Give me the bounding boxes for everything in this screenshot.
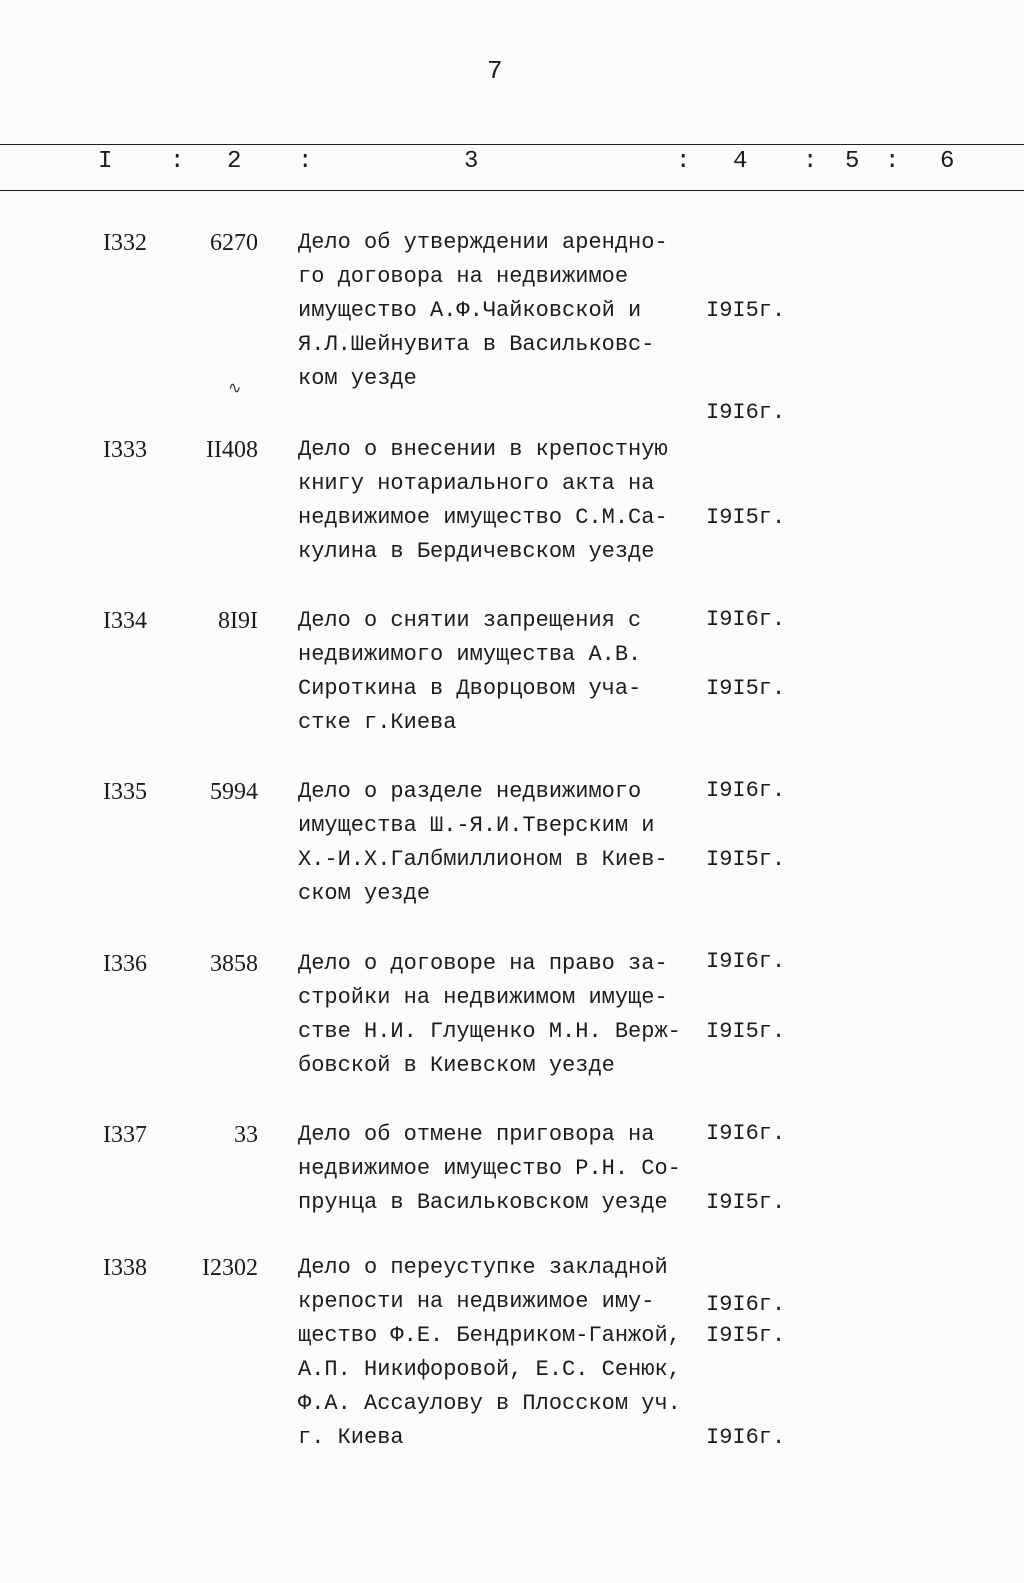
entry-date-end: I9I6г. xyxy=(706,1292,786,1317)
column-header-6: 6 xyxy=(940,148,955,175)
entry-fond-number: 8I9I xyxy=(218,608,258,634)
entry-date-start: I9I5г. xyxy=(706,847,786,872)
column-separator: : xyxy=(676,148,691,175)
entry-date-end: I9I6г. xyxy=(706,400,786,425)
entry-date-end: I9I6г. xyxy=(706,778,786,803)
entry-description: Дело о договоре на право за- стройки на недвижимом имуще- стве Н.И. Глущенко М.Н. Верж- бовской в Киевском уезде xyxy=(298,951,681,1078)
header-rule-top xyxy=(0,144,1024,145)
pen-mark: ∿ xyxy=(228,378,242,397)
page-number: 7 xyxy=(487,56,503,86)
entry-description: Дело о разделе недвижимого имущества Ш.-Я.И.Тверским и Х.-И.Х.Галбмиллионом в Киев- ском уезде xyxy=(298,779,668,906)
entry-number: I334 xyxy=(103,608,147,634)
entry-number: I336 xyxy=(103,951,147,977)
column-header-4: 4 xyxy=(733,148,748,175)
entry-date-end: I9I6г. xyxy=(706,1121,786,1146)
entry-dates xyxy=(706,1251,785,1523)
entry-number: I338 xyxy=(103,1255,147,1281)
entry-date-start: I9I5г. xyxy=(706,1019,786,1044)
entry-date-end: I9I6г. xyxy=(706,949,786,974)
entry-fond-number: II408 xyxy=(206,437,258,463)
entry-description: Дело об отмене приговора на недвижимое имущество Р.Н. Со- прунца в Васильковском уезде xyxy=(298,1122,681,1215)
entry-number: I337 xyxy=(103,1122,147,1148)
entry-date-start: I9I5г. xyxy=(706,676,786,701)
column-separator: : xyxy=(885,148,900,175)
entry-date-start: I9I5г. xyxy=(706,1190,786,1215)
entry-fond-number: 33 xyxy=(234,1122,258,1148)
column-separator: : xyxy=(803,148,818,175)
entry-number: I335 xyxy=(103,779,147,805)
entry-date-start: I9I5г. xyxy=(706,1323,786,1348)
entry-date-end: I9I6г. xyxy=(706,607,786,632)
column-separator: : xyxy=(298,148,313,175)
entry-fond-number: 5994 xyxy=(210,779,258,805)
entry-description: Дело о внесении в крепостную книгу нотариального акта на недвижимое имущество С.М.Са- кулина в Бердичевском уезде xyxy=(298,437,668,564)
column-header-3: 3 xyxy=(464,148,479,175)
entry-date-end: I9I6г. xyxy=(706,1425,786,1450)
column-header-5: 5 xyxy=(845,148,860,175)
column-separator: : xyxy=(170,148,185,175)
entry-date-start: I9I5г. xyxy=(706,505,786,530)
entry-fond-number: 3858 xyxy=(210,951,258,977)
entry-fond-number: 6270 xyxy=(210,230,258,256)
entry-number: I332 xyxy=(103,230,147,256)
entry-description: Дело об утверждении арендно- го договора на недвижимое имущество А.Ф.Чайковской и Я.Л.Шейнувита в Васильковс- ком уезде xyxy=(298,230,668,391)
entry-description: Дело о переуступке закладной крепости на недвижимое иму- щество Ф.Е. Бендриком-Ганжой, А.П. Никифоровой, Е.С. Сенюк, Ф.А. Ассаулову в Плосском уч. г. Киева xyxy=(298,1255,681,1450)
entry-date-start: I9I5г. xyxy=(706,298,786,323)
entry-number: I333 xyxy=(103,437,147,463)
column-header-1: I xyxy=(98,148,113,175)
column-header-2: 2 xyxy=(227,148,242,175)
entry-fond-number: I2302 xyxy=(202,1255,258,1281)
header-rule-bottom xyxy=(0,190,1024,191)
entry-description: Дело о снятии запрещения с недвижимого имущества А.В. Сироткина в Дворцовом уча- стке г.Киева xyxy=(298,608,642,735)
